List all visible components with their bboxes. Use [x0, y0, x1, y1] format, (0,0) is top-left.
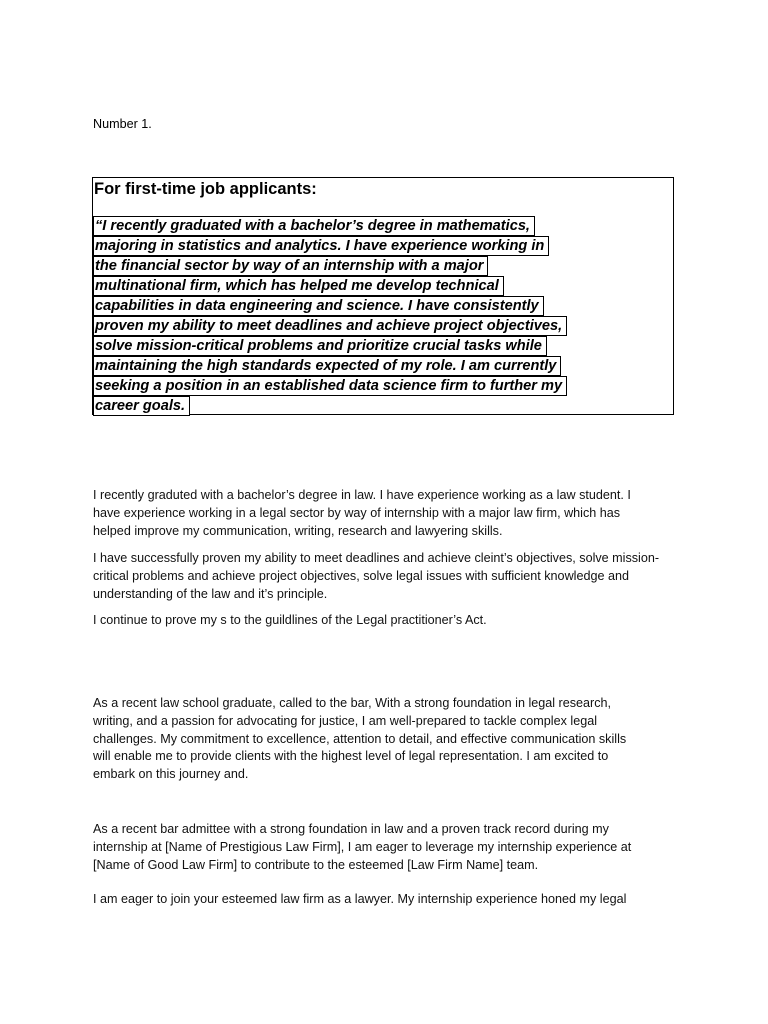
text-line: internship at [Name of Prestigious Law Firm], I am eager to leverage my internship experience at: [93, 839, 632, 854]
text-line: [Name of Good Law Firm] to contribute to the esteemed [Law Firm Name] team.: [93, 857, 539, 872]
text-line: writing, and a passion for advocating for justice, I am well-prepared to tackle complex legal: [93, 713, 598, 728]
quote-line: maintaining the high standards expected of my role. I am currently: [93, 356, 675, 376]
paragraph-law-degree: [93, 487, 631, 540]
box-title: For first-time job applicants:: [94, 180, 317, 198]
quote-line: proven my ability to meet deadlines and achieve project objectives,: [93, 316, 675, 336]
text-line: embark on this journey and.: [93, 767, 249, 782]
quote-line: “I recently graduated with a bachelor’s degree in mathematics,: [93, 216, 675, 236]
paragraph-guidelines: [93, 612, 487, 630]
paragraph-bar-admittee: [93, 821, 631, 874]
text-line: I am eager to join your esteemed law firm as a lawyer. My internship experience honed my legal: [93, 892, 627, 906]
quote-line: the financial sector by way of an internship with a major: [93, 256, 675, 276]
quote-line: seeking a position in an established data science firm to further my: [93, 376, 675, 396]
text-line: challenges. My commitment to excellence, attention to detail, and effective communication skills: [93, 731, 627, 746]
text-line: I continue to prove my s to the guildlines of the Legal practitioner’s Act.: [93, 613, 487, 627]
paragraph-proven-ability: [93, 550, 659, 603]
text-line: I recently graduted with a bachelor’s degree in law. I have experience working as a law student. I: [93, 488, 631, 502]
text-line: have experience working in a legal sector by way of internship with a major law firm, which has: [93, 505, 621, 520]
text-line: critical problems and achieve project objectives, solve legal issues with sufficient knowledge and: [93, 568, 629, 583]
quote-line: multinational firm, which has helped me develop technical: [93, 276, 675, 296]
text-line: As a recent bar admittee with a strong foundation in law and a proven track record during my: [93, 822, 609, 836]
paragraph-recent-graduate: [93, 695, 626, 784]
quote-line: majoring in statistics and analytics. I have experience working in: [93, 236, 675, 256]
text-line: I have successfully proven my ability to meet deadlines and achieve cleint’s objectives, solve mission-: [93, 551, 660, 565]
quote-text: [93, 216, 675, 416]
text-line: helped improve my communication, writing, research and lawyering skills.: [93, 523, 503, 538]
quote-line: capabilities in data engineering and science. I have consistently: [93, 296, 675, 316]
quote-line: solve mission-critical problems and prioritize crucial tasks while: [93, 336, 675, 356]
paragraph-eager-to-join: [93, 891, 626, 909]
number-label: Number 1.: [93, 117, 152, 131]
quote-line: career goals.: [93, 396, 675, 416]
text-line: will enable me to provide clients with the highest level of legal representation. I am excited to: [93, 749, 609, 764]
text-line: understanding of the law and it’s principle.: [93, 586, 328, 601]
quote-box: [92, 177, 674, 415]
text-line: As a recent law school graduate, called to the bar, With a strong foundation in legal research,: [93, 696, 612, 710]
